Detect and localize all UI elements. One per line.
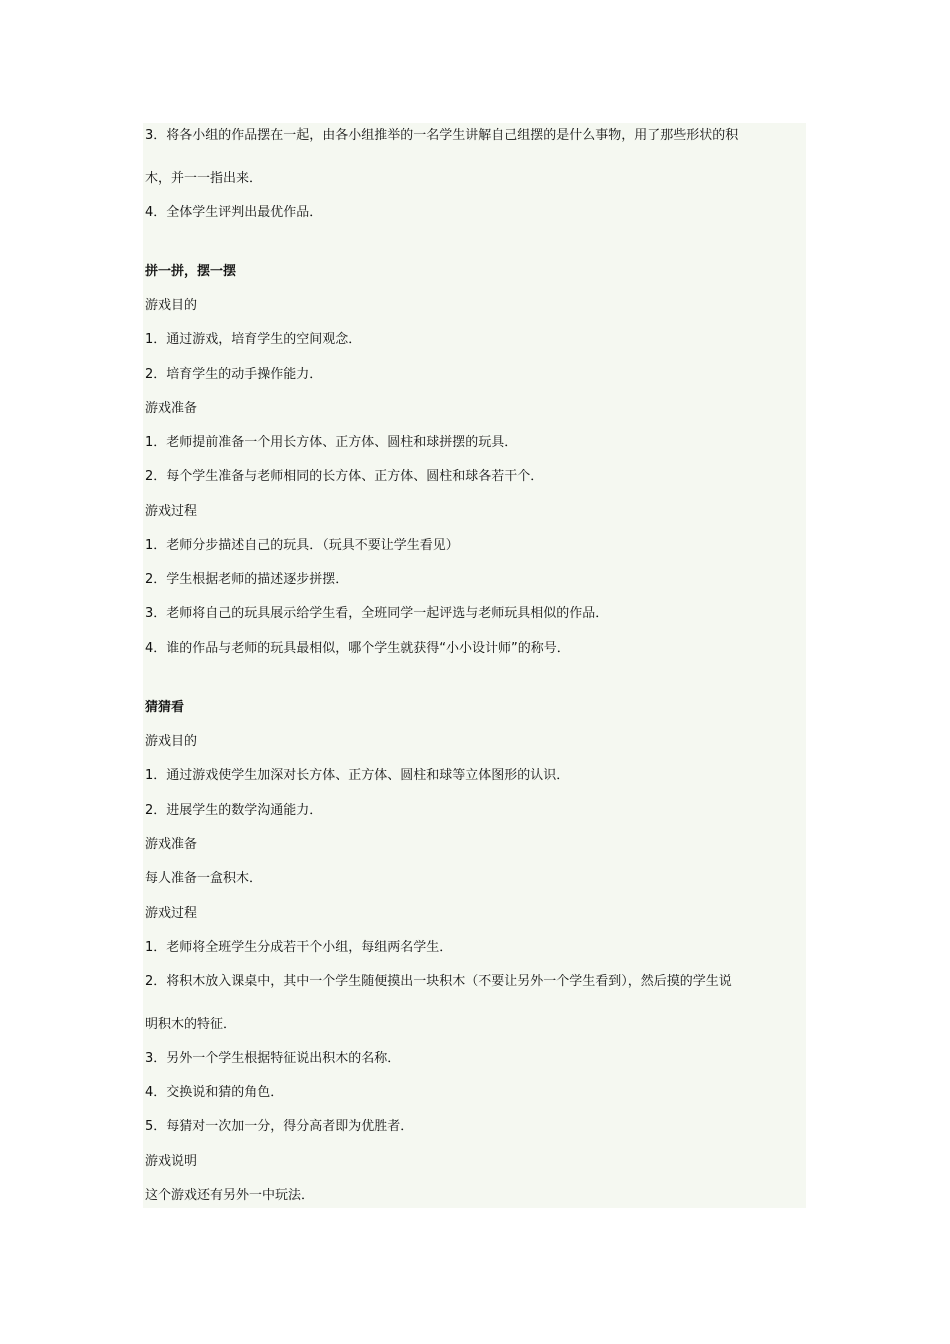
- text-line: 2．每个学生准备与老师相同的长方体、正方体、圆柱和球各若干个．: [145, 469, 544, 484]
- text-line: 游戏目的: [145, 734, 198, 749]
- text-line: 明积木的特征．: [145, 1017, 237, 1032]
- section-heading: 猜猜看: [145, 700, 185, 715]
- text-line: 3．老师将自己的玩具展示给学生看，全班同学一起评选与老师玩具相似的作品．: [145, 606, 609, 621]
- text-line: 游戏目的: [145, 298, 198, 313]
- text-line: 木，并一一指出来．: [145, 171, 263, 186]
- text-line: 3．另外一个学生根据特征说出积木的名称．: [145, 1051, 401, 1066]
- text-line: 这个游戏还有另外一中玩法．: [145, 1188, 315, 1203]
- text-line: 游戏过程: [145, 906, 198, 921]
- section-heading: 拼一拼，摆一摆: [145, 264, 237, 279]
- text-line: 1．老师分步描述自己的玩具．（玩具不要让学生看见）: [145, 538, 459, 553]
- text-line: 3．将各小组的作品摆在一起，由各小组推举的一名学生讲解自己组摆的是什么事物，用了那些形状的积: [145, 128, 739, 143]
- text-line: 1．通过游戏，培育学生的空间观念．: [145, 332, 362, 347]
- document-content: [143, 123, 806, 1208]
- text-line: 1．老师将全班学生分成若干个小组，每组两名学生．: [145, 940, 453, 955]
- text-line: 5．每猜对一次加一分，得分高者即为优胜者．: [145, 1119, 414, 1134]
- text-line: 4．交换说和猜的角色．: [145, 1085, 284, 1100]
- text-line: 2．培育学生的动手操作能力．: [145, 367, 323, 382]
- text-line: 游戏准备: [145, 401, 198, 416]
- text-line: 游戏说明: [145, 1154, 198, 1169]
- text-line: 4．全体学生评判出最优作品．: [145, 205, 323, 220]
- text-line: 每人准备一盒积木．: [145, 871, 263, 886]
- text-line: 游戏过程: [145, 504, 198, 519]
- text-line: 2．进展学生的数学沟通能力．: [145, 803, 323, 818]
- text-line: 2．将积木放入课桌中，其中一个学生随便摸出一块积木（不要让另外一个学生看到），然后摸的学生说: [145, 974, 732, 989]
- text-line: 4．谁的作品与老师的玩具最相似，哪个学生就获得“小小设计师”的称号．: [145, 641, 570, 656]
- text-line: 游戏准备: [145, 837, 198, 852]
- text-line: 1．通过游戏使学生加深对长方体、正方体、圆柱和球等立体图形的认识．: [145, 768, 570, 783]
- text-line: 2．学生根据老师的描述逐步拼摆．: [145, 572, 349, 587]
- text-line: 1．老师提前准备一个用长方体、正方体、圆柱和球拼摆的玩具．: [145, 435, 518, 450]
